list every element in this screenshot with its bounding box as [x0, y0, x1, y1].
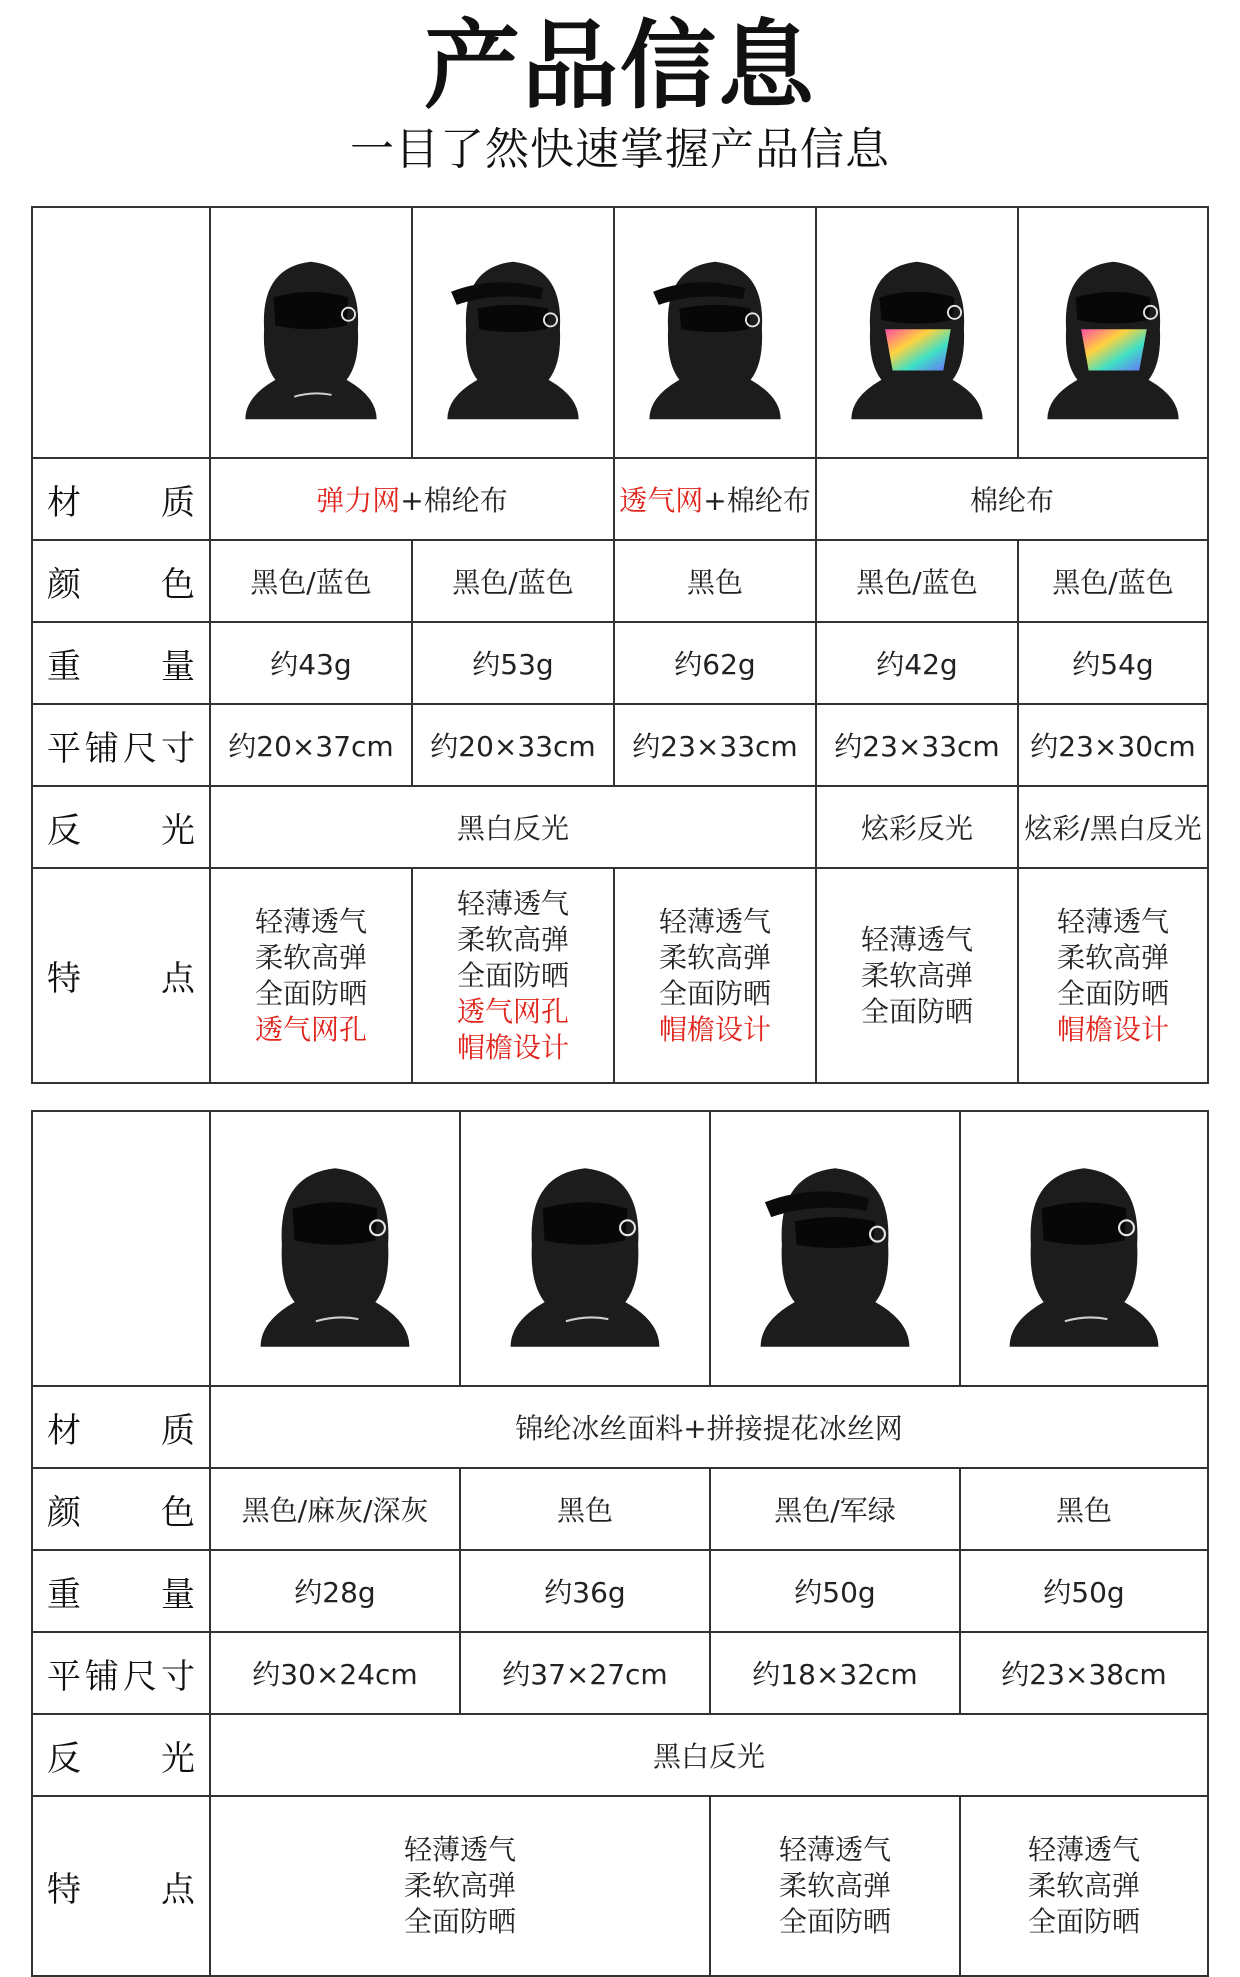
material-text: 棉纶布 — [969, 484, 1054, 517]
color-cell: 黑色/蓝色 — [1018, 540, 1208, 622]
balaclava-icon — [500, 1139, 670, 1359]
material-highlight: 透气网 — [619, 484, 704, 517]
reflective-cell: 黑白反光 — [210, 786, 816, 868]
feature-item: 轻薄透气 — [860, 922, 973, 956]
color-cell: 黑色 — [960, 1468, 1208, 1550]
feature-item: 全面防晒 — [658, 976, 771, 1010]
feature-item: 柔软高弹 — [658, 940, 771, 974]
color-cell: 黑色/军绿 — [710, 1468, 960, 1550]
weight-cell: 约53g — [412, 622, 614, 704]
feature-highlight: 透气网孔 — [456, 994, 569, 1028]
spec-table-1 — [31, 206, 1209, 1084]
feature-highlight: 帽檐设计 — [1056, 1012, 1169, 1046]
label-features: 特点 — [32, 1796, 210, 1976]
corner-cell — [32, 207, 210, 458]
product-image — [1018, 207, 1208, 458]
label-reflective: 反光 — [32, 1714, 210, 1796]
reflective-cell: 黑白反光 — [210, 1714, 1208, 1796]
product-image — [412, 207, 614, 458]
color-cell: 黑色/蓝色 — [816, 540, 1018, 622]
holographic-balaclava-icon — [842, 233, 992, 433]
features-cell — [816, 868, 1018, 1083]
feature-item: 全面防晒 — [1056, 976, 1169, 1010]
product-image — [210, 207, 412, 458]
material-cell — [210, 458, 614, 540]
features-cell — [960, 1796, 1208, 1976]
weight-cell: 约50g — [710, 1550, 960, 1632]
feature-item: 柔软高弹 — [254, 940, 367, 974]
label-weight: 重量 — [32, 622, 210, 704]
label-material: 材质 — [32, 1386, 210, 1468]
balaclava-with-cap-icon — [750, 1139, 920, 1359]
feature-item: 轻薄透气 — [456, 886, 569, 920]
feature-item: 柔软高弹 — [1056, 940, 1169, 974]
feature-item: 柔软高弹 — [456, 922, 569, 956]
feature-item: 全面防晒 — [860, 994, 973, 1028]
feature-highlight: 透气网孔 — [254, 1012, 367, 1046]
material-cell — [816, 458, 1208, 540]
feature-item: 全面防晒 — [456, 958, 569, 992]
product-image — [960, 1111, 1208, 1386]
feature-highlight: 帽檐设计 — [456, 1030, 569, 1064]
feature-item: 轻薄透气 — [403, 1833, 516, 1866]
feature-item: 轻薄透气 — [1056, 904, 1169, 938]
feature-item: 全面防晒 — [778, 1905, 891, 1938]
product-image — [460, 1111, 710, 1386]
material-cell: 锦纶冰丝面料+拼接提花冰丝网 — [210, 1386, 1208, 1468]
size-cell: 约20×37cm — [210, 704, 412, 786]
weight-cell: 约50g — [960, 1550, 1208, 1632]
feature-item: 柔软高弹 — [778, 1869, 891, 1902]
feature-item: 全面防晒 — [403, 1905, 516, 1938]
feature-item: 轻薄透气 — [778, 1833, 891, 1866]
balaclava-icon — [236, 233, 386, 433]
label-weight: 重量 — [32, 1550, 210, 1632]
color-cell: 黑色 — [614, 540, 816, 622]
page-subtitle: 一目了然快速掌握产品信息 — [350, 124, 890, 175]
product-image — [710, 1111, 960, 1386]
balaclava-with-brim-icon — [438, 233, 588, 433]
color-cell: 黑色 — [460, 1468, 710, 1550]
label-reflective: 反光 — [32, 786, 210, 868]
material-text: +棉纶布 — [400, 484, 508, 517]
reflective-cell: 炫彩反光 — [816, 786, 1018, 868]
size-cell: 约18×32cm — [710, 1632, 960, 1714]
weight-cell: 约62g — [614, 622, 816, 704]
reflective-cell: 炫彩/黑白反光 — [1018, 786, 1208, 868]
page-title: 产品信息 — [424, 10, 816, 122]
material-text: +棉纶布 — [703, 484, 811, 517]
label-features: 特点 — [32, 868, 210, 1083]
size-cell: 约23×33cm — [816, 704, 1018, 786]
color-cell: 黑色/蓝色 — [412, 540, 614, 622]
feature-item: 全面防晒 — [1027, 1905, 1140, 1938]
label-color: 颜色 — [32, 1468, 210, 1550]
product-image — [614, 207, 816, 458]
feature-item: 柔软高弹 — [403, 1869, 516, 1902]
weight-cell: 约28g — [210, 1550, 460, 1632]
holographic-balaclava-with-brim-icon — [1038, 233, 1188, 433]
label-material: 材质 — [32, 458, 210, 540]
features-cell — [210, 868, 412, 1083]
features-cell — [710, 1796, 960, 1976]
product-image — [210, 1111, 460, 1386]
weight-cell: 约42g — [816, 622, 1018, 704]
page-header — [0, 0, 1240, 200]
corner-cell — [32, 1111, 210, 1386]
feature-item: 全面防晒 — [254, 976, 367, 1010]
material-highlight: 弹力网 — [316, 484, 401, 517]
size-cell: 约23×33cm — [614, 704, 816, 786]
size-cell: 约37×27cm — [460, 1632, 710, 1714]
product-image — [816, 207, 1018, 458]
label-color: 颜色 — [32, 540, 210, 622]
features-cell — [1018, 868, 1208, 1083]
label-flat-size: 平铺尺寸 — [32, 704, 210, 786]
feature-item: 轻薄透气 — [1027, 1833, 1140, 1866]
spec-table-2 — [31, 1110, 1209, 1977]
balaclava-with-cap-icon — [640, 233, 790, 433]
feature-item: 轻薄透气 — [254, 904, 367, 938]
features-cell — [210, 1796, 710, 1976]
material-cell — [614, 458, 816, 540]
label-flat-size: 平铺尺寸 — [32, 1632, 210, 1714]
balaclava-icon — [999, 1139, 1169, 1359]
weight-cell: 约54g — [1018, 622, 1208, 704]
feature-item: 柔软高弹 — [1027, 1869, 1140, 1902]
weight-cell: 约36g — [460, 1550, 710, 1632]
feature-item: 轻薄透气 — [658, 904, 771, 938]
color-cell: 黑色/蓝色 — [210, 540, 412, 622]
size-cell: 约30×24cm — [210, 1632, 460, 1714]
size-cell: 约23×30cm — [1018, 704, 1208, 786]
size-cell: 约20×33cm — [412, 704, 614, 786]
features-cell — [412, 868, 614, 1083]
features-cell — [614, 868, 816, 1083]
size-cell: 约23×38cm — [960, 1632, 1208, 1714]
weight-cell: 约43g — [210, 622, 412, 704]
feature-item: 柔软高弹 — [860, 958, 973, 992]
feature-highlight: 帽檐设计 — [658, 1012, 771, 1046]
balaclava-icon — [250, 1139, 420, 1359]
color-cell: 黑色/麻灰/深灰 — [210, 1468, 460, 1550]
